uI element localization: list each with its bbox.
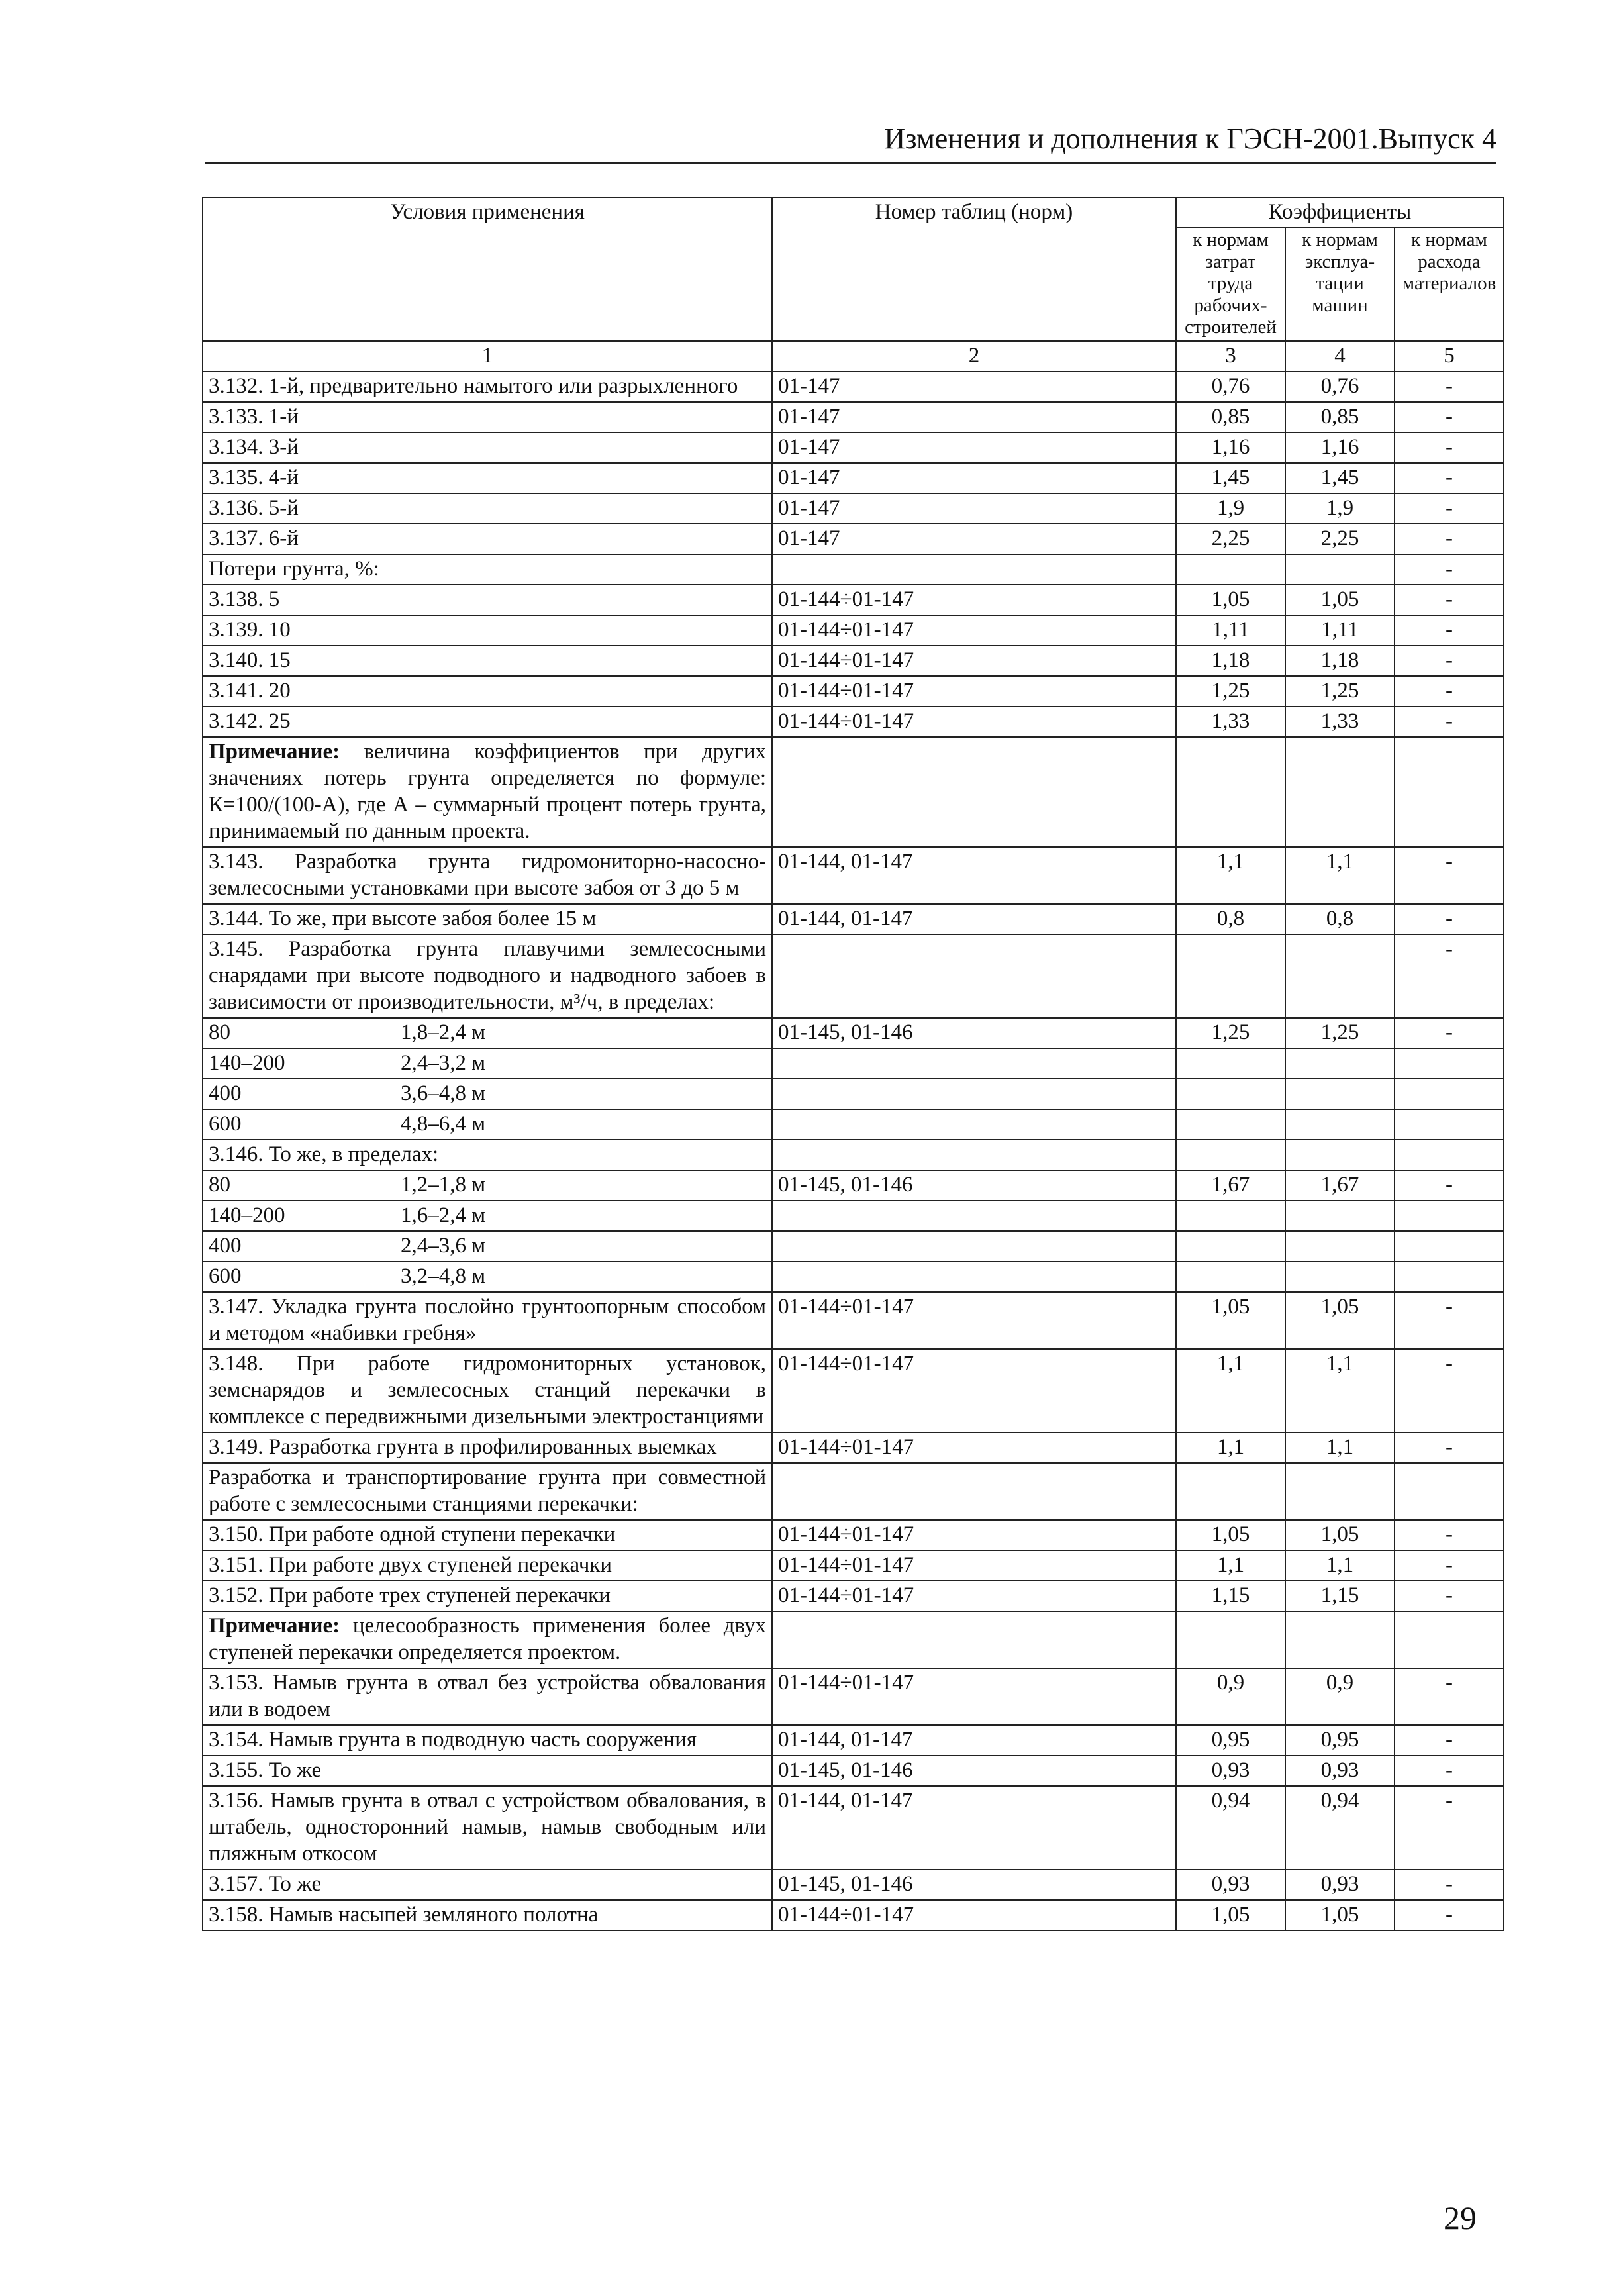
table-row <box>203 554 1504 585</box>
table-row <box>203 432 1504 463</box>
material-coef-cell: - <box>1395 1870 1504 1900</box>
productivity-value: 600 <box>209 1264 242 1288</box>
condition-cell <box>203 1550 772 1581</box>
labor-coef-cell <box>1176 1262 1285 1292</box>
machine-coef-cell <box>1285 1140 1395 1170</box>
table-row <box>203 1079 1504 1109</box>
table-row <box>203 1756 1504 1786</box>
material-coef-cell: - <box>1395 524 1504 554</box>
header-machines: к нормам эксплуа-тации машин <box>1285 228 1395 341</box>
table-number-cell: 01-144÷01-147 <box>772 615 1176 646</box>
machine-coef-cell: 2,25 <box>1285 524 1395 554</box>
condition-cell <box>203 493 772 524</box>
condition-text: 3.140. 15 <box>209 648 291 672</box>
table-number-cell <box>772 934 1176 1018</box>
table-row <box>203 1550 1504 1581</box>
table-number-cell: 01-147 <box>772 463 1176 493</box>
material-coef-cell: - <box>1395 707 1504 737</box>
face-height-value: 1,8–2,4 м <box>401 1021 486 1044</box>
material-coef-cell: - <box>1395 1756 1504 1786</box>
labor-coef-cell <box>1176 1201 1285 1231</box>
table-number-cell: 01-144÷01-147 <box>772 646 1176 676</box>
machine-coef-cell: 0,94 <box>1285 1786 1395 1870</box>
condition-cell <box>203 1349 772 1432</box>
labor-coef-cell: 1,1 <box>1176 1432 1285 1463</box>
machine-coef-cell: 1,45 <box>1285 463 1395 493</box>
machine-coef-cell: 1,9 <box>1285 493 1395 524</box>
condition-cell <box>203 737 772 847</box>
table-row <box>203 1262 1504 1292</box>
table-number-cell: 01-144÷01-147 <box>772 1432 1176 1463</box>
productivity-value: 80 <box>209 1173 230 1197</box>
material-coef-cell: - <box>1395 585 1504 615</box>
condition-cell <box>203 1170 772 1201</box>
material-coef-cell: - <box>1395 615 1504 646</box>
machine-coef-cell: 1,16 <box>1285 432 1395 463</box>
table-row <box>203 904 1504 934</box>
labor-coef-cell: 1,05 <box>1176 1292 1285 1349</box>
condition-cell <box>203 847 772 904</box>
material-coef-cell: - <box>1395 904 1504 934</box>
labor-coef-cell: 1,18 <box>1176 646 1285 676</box>
condition-text: 3.152. При работе трех ступеней перекачки <box>209 1583 611 1607</box>
condition-cell <box>203 1668 772 1725</box>
material-coef-cell: - <box>1395 676 1504 707</box>
condition-text: 3.135. 4-й <box>209 466 299 489</box>
material-coef-cell <box>1395 1231 1504 1262</box>
material-coef-cell: - <box>1395 493 1504 524</box>
labor-coef-cell: 1,1 <box>1176 1349 1285 1432</box>
labor-coef-cell: 1,67 <box>1176 1170 1285 1201</box>
table-number-cell <box>772 1048 1176 1079</box>
table-row <box>203 1140 1504 1170</box>
condition-cell <box>203 1109 772 1140</box>
table-row <box>203 1292 1504 1349</box>
condition-text: 3.151. При работе двух ступеней перекачки <box>209 1553 613 1577</box>
condition-text: 3.144. То же, при высоте забоя более 15 м <box>209 907 597 930</box>
material-coef-cell: - <box>1395 1018 1504 1048</box>
face-height-value: 1,6–2,4 м <box>401 1203 486 1227</box>
condition-cell <box>203 1048 772 1079</box>
labor-coef-cell <box>1176 554 1285 585</box>
labor-coef-cell: 0,94 <box>1176 1786 1285 1870</box>
condition-text: 3.136. 5-й <box>209 496 299 520</box>
material-coef-cell: - <box>1395 1725 1504 1756</box>
labor-coef-cell: 1,05 <box>1176 585 1285 615</box>
material-coef-cell: - <box>1395 1520 1504 1550</box>
labor-coef-cell: 0,76 <box>1176 372 1285 402</box>
labor-coef-cell: 0,93 <box>1176 1756 1285 1786</box>
machine-coef-cell: 1,15 <box>1285 1581 1395 1611</box>
table-row <box>203 1520 1504 1550</box>
labor-coef-cell: 1,9 <box>1176 493 1285 524</box>
table-number-cell: 01-145, 01-146 <box>772 1756 1176 1786</box>
labor-coef-cell: 1,1 <box>1176 847 1285 904</box>
condition-cell <box>203 1018 772 1048</box>
table-number-cell <box>772 1231 1176 1262</box>
column-number: 1 <box>203 341 772 372</box>
table-row <box>203 1231 1504 1262</box>
table-number-cell: 01-144÷01-147 <box>772 1292 1176 1349</box>
condition-text: 3.154. Намыв грунта в подводную часть сооружения <box>209 1728 697 1752</box>
material-coef-cell: - <box>1395 1170 1504 1201</box>
machine-coef-cell: 1,1 <box>1285 1432 1395 1463</box>
header-coefficients: Коэффициенты <box>1176 197 1504 228</box>
labor-coef-cell: 0,95 <box>1176 1725 1285 1756</box>
table-row <box>203 676 1504 707</box>
labor-coef-cell: 0,93 <box>1176 1870 1285 1900</box>
machine-coef-cell: 1,1 <box>1285 847 1395 904</box>
labor-coef-cell: 1,1 <box>1176 1550 1285 1581</box>
condition-text: целесообразность применения более двух ступеней перекачки определяется проектом. <box>209 1614 766 1664</box>
header-table-number: Номер таблиц (норм) <box>772 197 1176 341</box>
table-number-cell: 01-144÷01-147 <box>772 1900 1176 1930</box>
table-row <box>203 737 1504 847</box>
table-number-cell <box>772 1262 1176 1292</box>
table-row <box>203 615 1504 646</box>
condition-cell <box>203 934 772 1018</box>
material-coef-cell <box>1395 1611 1504 1668</box>
condition-text: 3.145. Разработка грунта плавучими землесосными снарядами при высоте подводного и надводного забоев в зависимости от производительности, м³/ч, в пределах: <box>209 937 766 1014</box>
labor-coef-cell <box>1176 1109 1285 1140</box>
table-row <box>203 1170 1504 1201</box>
table-row <box>203 402 1504 432</box>
table-number-cell <box>772 1140 1176 1170</box>
condition-cell <box>203 1900 772 1930</box>
material-coef-cell: - <box>1395 847 1504 904</box>
material-coef-cell: - <box>1395 1292 1504 1349</box>
header-materials: к нормам расхода материалов <box>1395 228 1504 341</box>
productivity-value: 400 <box>209 1081 242 1105</box>
condition-text: 3.146. То же, в пределах: <box>209 1142 439 1166</box>
labor-coef-cell: 1,05 <box>1176 1900 1285 1930</box>
material-coef-cell <box>1395 1463 1504 1520</box>
machine-coef-cell: 1,18 <box>1285 646 1395 676</box>
table-row <box>203 1870 1504 1900</box>
machine-coef-cell: 0,93 <box>1285 1756 1395 1786</box>
labor-coef-cell <box>1176 1048 1285 1079</box>
condition-cell <box>203 372 772 402</box>
condition-text: 3.139. 10 <box>209 618 291 642</box>
table-number-cell <box>772 737 1176 847</box>
condition-text: 3.141. 20 <box>209 679 291 703</box>
labor-coef-cell: 0,8 <box>1176 904 1285 934</box>
table-row <box>203 934 1504 1018</box>
column-number: 2 <box>772 341 1176 372</box>
material-coef-cell: - <box>1395 402 1504 432</box>
material-coef-cell <box>1395 1262 1504 1292</box>
condition-cell <box>203 1725 772 1756</box>
labor-coef-cell <box>1176 1231 1285 1262</box>
table-number-cell: 01-144÷01-147 <box>772 707 1176 737</box>
material-coef-cell <box>1395 1079 1504 1109</box>
machine-coef-cell: 1,25 <box>1285 676 1395 707</box>
table-row <box>203 646 1504 676</box>
machine-coef-cell: 1,1 <box>1285 1349 1395 1432</box>
material-coef-cell <box>1395 1201 1504 1231</box>
material-coef-cell: - <box>1395 1349 1504 1432</box>
condition-text: 3.137. 6-й <box>209 526 299 550</box>
labor-coef-cell: 0,9 <box>1176 1668 1285 1725</box>
labor-coef-cell: 1,15 <box>1176 1581 1285 1611</box>
table-number-cell: 01-144, 01-147 <box>772 904 1176 934</box>
condition-cell <box>203 1262 772 1292</box>
table-row <box>203 585 1504 615</box>
table-row <box>203 1018 1504 1048</box>
table-row <box>203 1900 1504 1930</box>
condition-cell <box>203 432 772 463</box>
labor-coef-cell: 1,45 <box>1176 463 1285 493</box>
condition-text: 3.134. 3-й <box>209 435 299 459</box>
column-number: 3 <box>1176 341 1285 372</box>
machine-coef-cell <box>1285 1109 1395 1140</box>
table-row <box>203 1048 1504 1079</box>
condition-cell <box>203 1463 772 1520</box>
table-number-cell: 01-144÷01-147 <box>772 1520 1176 1550</box>
table-number-cell: 01-147 <box>772 432 1176 463</box>
table-number-cell: 01-144, 01-147 <box>772 1725 1176 1756</box>
column-number: 5 <box>1395 341 1504 372</box>
condition-text: Разработка и транспортирование грунта при совместной работе с землесосными станциями перекачки: <box>209 1466 766 1516</box>
material-coef-cell: - <box>1395 554 1504 585</box>
condition-text: 3.142. 25 <box>209 709 291 733</box>
productivity-value: 140–200 <box>209 1203 285 1227</box>
table-row <box>203 1668 1504 1725</box>
machine-coef-cell: 1,67 <box>1285 1170 1395 1201</box>
condition-cell <box>203 554 772 585</box>
material-coef-cell: - <box>1395 1550 1504 1581</box>
note-label: Примечание: <box>209 740 340 764</box>
table-number-cell: 01-145, 01-146 <box>772 1018 1176 1048</box>
table-header-row <box>203 197 1504 228</box>
table-row <box>203 1201 1504 1231</box>
machine-coef-cell <box>1285 1079 1395 1109</box>
condition-cell <box>203 1140 772 1170</box>
labor-coef-cell: 1,33 <box>1176 707 1285 737</box>
condition-text: 3.156. Намыв грунта в отвал с устройством обвалования, в штабель, односторонний намыв, намыв свободным или пляжным откосом <box>209 1789 766 1866</box>
material-coef-cell <box>1395 737 1504 847</box>
condition-text: 3.153. Намыв грунта в отвал без устройства обвалования или в водоем <box>209 1671 766 1721</box>
note-label: Примечание: <box>209 1614 340 1638</box>
table-number-cell: 01-145, 01-146 <box>772 1870 1176 1900</box>
productivity-value: 400 <box>209 1234 242 1258</box>
condition-cell <box>203 1870 772 1900</box>
condition-text: величина коэффициентов при других значениях потерь грунта определяется по формуле: К=100/(100-А), где А – суммарный процент потерь грунта, принимаемый по данным проекта. <box>209 740 766 843</box>
labor-coef-cell <box>1176 1463 1285 1520</box>
condition-cell <box>203 1432 772 1463</box>
machine-coef-cell: 1,05 <box>1285 585 1395 615</box>
table-row <box>203 707 1504 737</box>
condition-text: 3.150. При работе одной ступени перекачки <box>209 1522 616 1546</box>
table-row <box>203 1725 1504 1756</box>
condition-text: 3.155. То же <box>209 1758 322 1782</box>
productivity-value: 140–200 <box>209 1051 285 1075</box>
material-coef-cell: - <box>1395 463 1504 493</box>
machine-coef-cell: 1,05 <box>1285 1520 1395 1550</box>
table-row <box>203 463 1504 493</box>
machine-coef-cell: 1,33 <box>1285 707 1395 737</box>
productivity-value: 600 <box>209 1112 242 1136</box>
condition-cell <box>203 1756 772 1786</box>
condition-text: 3.157. То же <box>209 1872 322 1896</box>
condition-cell <box>203 1611 772 1668</box>
machine-coef-cell <box>1285 1201 1395 1231</box>
labor-coef-cell <box>1176 1140 1285 1170</box>
machine-coef-cell <box>1285 554 1395 585</box>
page-header: Изменения и дополнения к ГЭСН-2001.Выпуск 4 <box>205 119 1496 164</box>
machine-coef-cell <box>1285 737 1395 847</box>
condition-cell <box>203 1079 772 1109</box>
labor-coef-cell <box>1176 737 1285 847</box>
table-row <box>203 1463 1504 1520</box>
labor-coef-cell <box>1176 934 1285 1018</box>
condition-cell <box>203 1292 772 1349</box>
table-row <box>203 1786 1504 1870</box>
machine-coef-cell: 0,76 <box>1285 372 1395 402</box>
machine-coef-cell <box>1285 934 1395 1018</box>
material-coef-cell <box>1395 1109 1504 1140</box>
machine-coef-cell: 0,8 <box>1285 904 1395 934</box>
table-number-cell <box>772 554 1176 585</box>
table-row <box>203 524 1504 554</box>
condition-text: 3.138. 5 <box>209 587 280 611</box>
table-number-cell: 01-144÷01-147 <box>772 1550 1176 1581</box>
condition-cell <box>203 1581 772 1611</box>
table-number-cell <box>772 1463 1176 1520</box>
header-labor: к нормам затрат труда рабочих-строителей <box>1176 228 1285 341</box>
header-conditions: Условия применения <box>203 197 772 341</box>
column-number-row <box>203 341 1504 372</box>
material-coef-cell: - <box>1395 372 1504 402</box>
machine-coef-cell <box>1285 1463 1395 1520</box>
machine-coef-cell: 1,1 <box>1285 1550 1395 1581</box>
condition-cell <box>203 402 772 432</box>
table-number-cell: 01-144÷01-147 <box>772 1581 1176 1611</box>
labor-coef-cell: 1,16 <box>1176 432 1285 463</box>
labor-coef-cell: 0,85 <box>1176 402 1285 432</box>
machine-coef-cell <box>1285 1048 1395 1079</box>
table-number-cell: 01-144÷01-147 <box>772 1668 1176 1725</box>
table-number-cell: 01-144, 01-147 <box>772 847 1176 904</box>
condition-cell <box>203 1520 772 1550</box>
productivity-value: 80 <box>209 1021 230 1044</box>
condition-text: 3.143. Разработка грунта гидромониторно-насосно-землесосными установками при высоте забоя от 3 до 5 м <box>209 850 766 900</box>
material-coef-cell: - <box>1395 646 1504 676</box>
condition-cell <box>203 904 772 934</box>
material-coef-cell: - <box>1395 1668 1504 1725</box>
table-number-cell <box>772 1611 1176 1668</box>
table-number-cell: 01-147 <box>772 493 1176 524</box>
machine-coef-cell: 0,85 <box>1285 402 1395 432</box>
labor-coef-cell <box>1176 1079 1285 1109</box>
table-number-cell: 01-147 <box>772 402 1176 432</box>
machine-coef-cell: 0,95 <box>1285 1725 1395 1756</box>
machine-coef-cell: 0,93 <box>1285 1870 1395 1900</box>
table-number-cell: 01-144÷01-147 <box>772 676 1176 707</box>
condition-cell <box>203 463 772 493</box>
face-height-value: 3,2–4,8 м <box>401 1264 486 1288</box>
condition-cell <box>203 615 772 646</box>
labor-coef-cell: 1,25 <box>1176 1018 1285 1048</box>
condition-cell <box>203 707 772 737</box>
labor-coef-cell: 2,25 <box>1176 524 1285 554</box>
table-number-cell <box>772 1079 1176 1109</box>
condition-text: 3.148. При работе гидромониторных установок, земснарядов и землесосных станций перекачки в комплексе с передвижными дизельными электростанциями <box>209 1352 766 1428</box>
condition-cell <box>203 524 772 554</box>
condition-cell <box>203 1201 772 1231</box>
table-row <box>203 372 1504 402</box>
page-number: 29 <box>1444 2199 1477 2236</box>
machine-coef-cell: 0,9 <box>1285 1668 1395 1725</box>
machine-coef-cell: 1,11 <box>1285 615 1395 646</box>
material-coef-cell: - <box>1395 1432 1504 1463</box>
table-number-cell: 01-147 <box>772 524 1176 554</box>
material-coef-cell: - <box>1395 934 1504 1018</box>
table-row <box>203 1432 1504 1463</box>
face-height-value: 2,4–3,2 м <box>401 1051 486 1075</box>
table-number-cell <box>772 1109 1176 1140</box>
table-number-cell: 01-144, 01-147 <box>772 1786 1176 1870</box>
table-number-cell: 01-144÷01-147 <box>772 585 1176 615</box>
material-coef-cell <box>1395 1140 1504 1170</box>
condition-text: 3.133. 1-й <box>209 405 299 428</box>
labor-coef-cell <box>1176 1611 1285 1668</box>
machine-coef-cell: 1,25 <box>1285 1018 1395 1048</box>
labor-coef-cell: 1,25 <box>1176 676 1285 707</box>
face-height-value: 1,2–1,8 м <box>401 1173 486 1197</box>
table-row <box>203 847 1504 904</box>
table-row <box>203 493 1504 524</box>
material-coef-cell <box>1395 1048 1504 1079</box>
machine-coef-cell <box>1285 1231 1395 1262</box>
condition-text: 3.158. Намыв насыпей земляного полотна <box>209 1903 599 1926</box>
machine-coef-cell <box>1285 1611 1395 1668</box>
face-height-value: 2,4–3,6 м <box>401 1234 486 1258</box>
table-number-cell: 01-145, 01-146 <box>772 1170 1176 1201</box>
coefficients-table <box>202 197 1504 1931</box>
condition-cell <box>203 1231 772 1262</box>
condition-text: 3.149. Разработка грунта в профилированных выемках <box>209 1435 717 1459</box>
condition-cell <box>203 585 772 615</box>
labor-coef-cell: 1,05 <box>1176 1520 1285 1550</box>
table-row <box>203 1349 1504 1432</box>
column-number: 4 <box>1285 341 1395 372</box>
condition-text: Потери грунта, %: <box>209 557 379 581</box>
face-height-value: 3,6–4,8 м <box>401 1081 486 1105</box>
condition-text: 3.132. 1-й, предварительно намытого или разрыхленного <box>209 374 738 398</box>
table-row <box>203 1581 1504 1611</box>
table-number-cell: 01-144÷01-147 <box>772 1349 1176 1432</box>
face-height-value: 4,8–6,4 м <box>401 1112 486 1136</box>
material-coef-cell: - <box>1395 432 1504 463</box>
condition-text: 3.147. Укладка грунта послойно грунтоопорным способом и методом «набивки гребня» <box>209 1295 766 1345</box>
material-coef-cell: - <box>1395 1786 1504 1870</box>
table-row <box>203 1109 1504 1140</box>
table-number-cell: 01-147 <box>772 372 1176 402</box>
table-number-cell <box>772 1201 1176 1231</box>
material-coef-cell: - <box>1395 1900 1504 1930</box>
machine-coef-cell: 1,05 <box>1285 1292 1395 1349</box>
condition-cell <box>203 646 772 676</box>
condition-cell <box>203 676 772 707</box>
labor-coef-cell: 1,11 <box>1176 615 1285 646</box>
condition-cell <box>203 1786 772 1870</box>
material-coef-cell: - <box>1395 1581 1504 1611</box>
table-row <box>203 1611 1504 1668</box>
machine-coef-cell <box>1285 1262 1395 1292</box>
machine-coef-cell: 1,05 <box>1285 1900 1395 1930</box>
